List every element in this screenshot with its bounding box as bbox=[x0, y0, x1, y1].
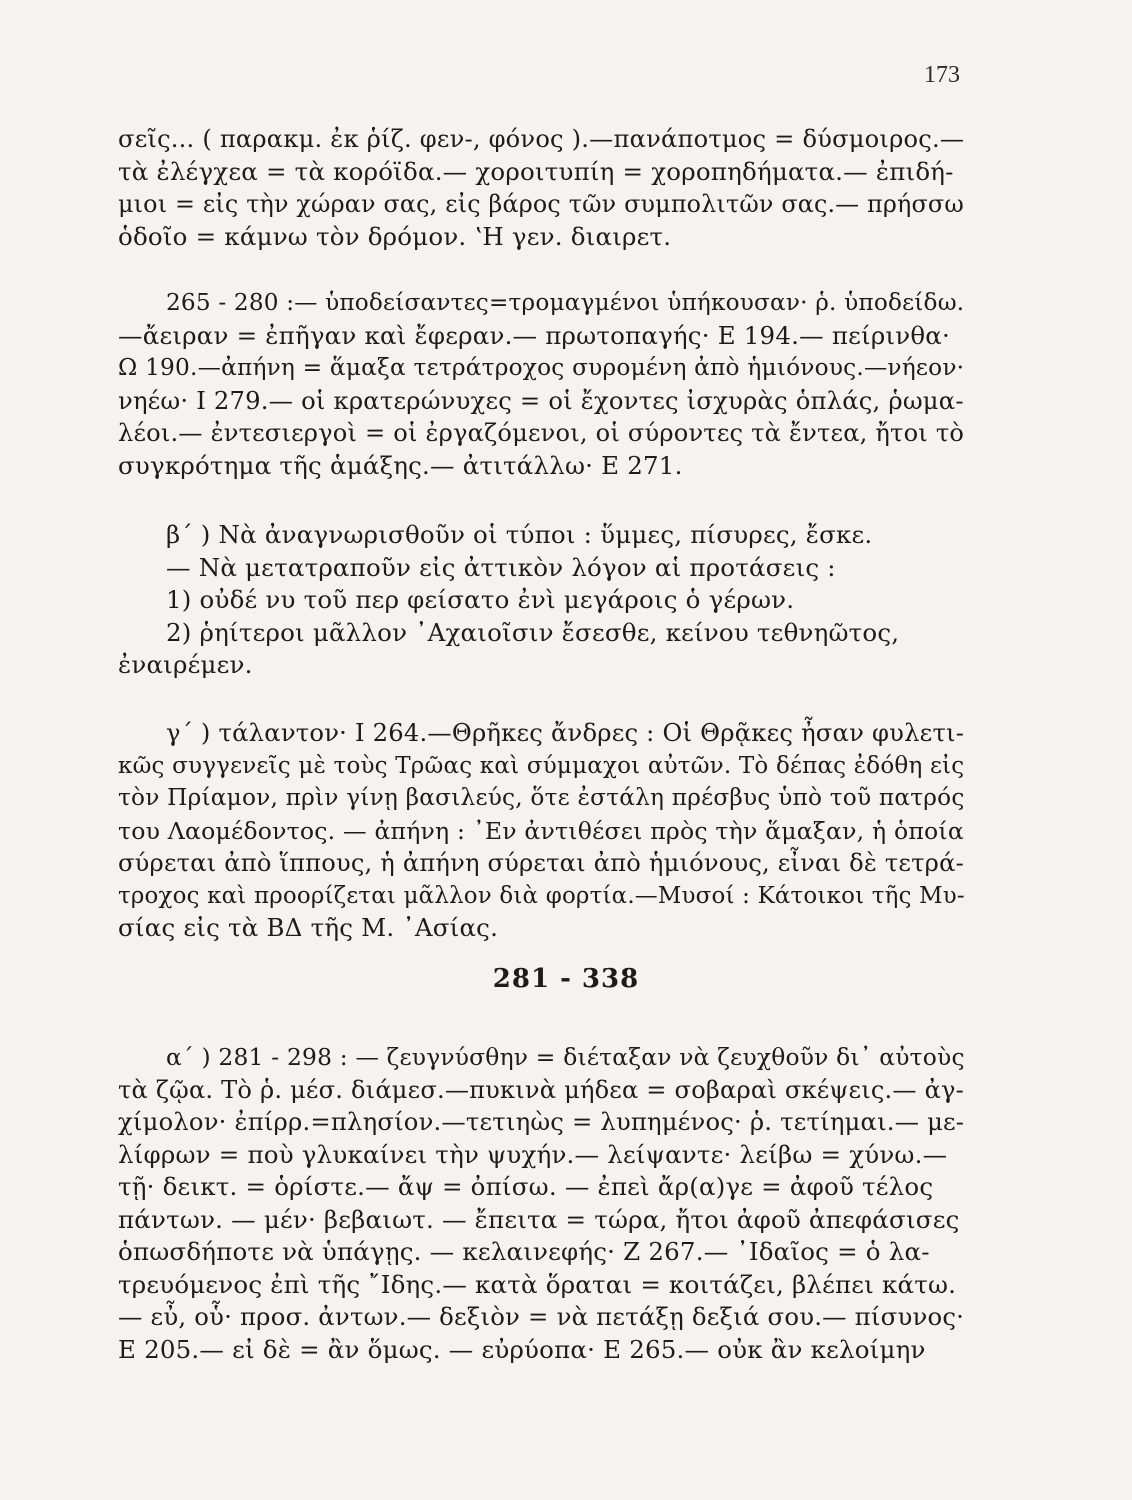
text-line: ὁδοῖο = κάμνω τὸν δρόμον. ʽΗ γεν. διαιρετ. bbox=[118, 221, 672, 251]
text-line: σίας εἰς τὰ ΒΔ τῆς Μ. ᾿Ασίας. bbox=[118, 913, 499, 942]
text-line: ὁπωσδήποτε νὰ ὑπάγῃς. — κελαινεφής· Ζ 267.— ᾿Ιδαῖος = ὁ λα- bbox=[118, 1237, 930, 1266]
text-line: σύρεται ἀπὸ ἵππους, ἡ ἀπήνη σύρεται ἀπὸ ἡμιόνους, εἶναι δὲ τετρά- bbox=[118, 849, 964, 877]
text-line: — εὖ, οὗ· προσ. ἀντων.— δεξιὸν = νὰ πετάξῃ δεξιά σου.— πίσυνος· bbox=[118, 1302, 965, 1331]
text-line: — Νὰ μετατραποῦν εἰς ἀττικὸν λόγον αἱ προτάσεις : bbox=[166, 552, 836, 582]
text-block-2 bbox=[118, 287, 964, 482]
text-block-5 bbox=[118, 1041, 964, 1366]
text-line: τὰ ἐλέγχεα = τὰ κορόϊδα.— χοροιτυπίη = χοροπηδήματα.— ἐπιδή- bbox=[118, 156, 954, 186]
text-line: συγκρότημα τῆς ἁμάξης.— ἀτιτάλλω· Ε 271. bbox=[118, 450, 683, 480]
text-line: λίφρων = ποὺ γλυκαίνει τὴν ψυχήν.— λείψαντε· λείβω = χύνω.— bbox=[118, 1139, 948, 1169]
text-line: β΄ ) Νὰ ἀναγνωρισθοῦν οἱ τύποι : ὕμμες, πίσυρες, ἔσκε. bbox=[166, 520, 873, 549]
text-line: γ΄ ) τάλαντον· Ι 264.—Θρῆκες ἄνδρες : Οἱ Θρᾷκες ἦσαν φυλετι- bbox=[166, 718, 965, 747]
text-line: 2) ῥηίτεροι μᾶλλον ᾿Αχαιοῖσιν ἔσεσθε, κείνου τεθνηῶτος, bbox=[166, 617, 900, 647]
text-block-3 bbox=[118, 519, 964, 682]
text-line: τῇ· δεικτ. = ὁρίστε.— ἄψ = ὀπίσω. — ἐπεὶ ἄρ(α)γε = ἀφοῦ τέλος bbox=[118, 1172, 934, 1201]
text-line: νηέω· Ι 279.— οἱ κρατερώνυχες = οἱ ἔχοντες ἰσχυρὰς ὁπλάς, ῥωμα- bbox=[118, 385, 964, 415]
text-line: τὰ ζῷα. Τὸ ῥ. μέσ. διάμεσ.—πυκινὰ μήδεα = σοβαραὶ σκέψεις.— ἀγ- bbox=[118, 1075, 964, 1104]
text-line: λέοι.— ἐντεσιεργοὶ = οἱ ἐργαζόμενοι, οἱ σύροντες τὰ ἔντεα, ἤτοι τὸ bbox=[118, 419, 965, 447]
text-line: τροχος καὶ προορίζεται μᾶλλον διὰ φορτία.—Μυσοί : Κάτοικοι τῆς Μυ- bbox=[118, 882, 965, 909]
text-line: Ω 190.—ἀπήνη = ἅμαξα τετράτροχος συρομένη ἀπὸ ἡμιόνους.—νήεον· bbox=[118, 354, 965, 381]
text-line: χίμολον· ἐπίρρ.=πλησίον.—τετιηὼς = λυπημένος· ῥ. τετίημαι.— με- bbox=[118, 1107, 965, 1136]
text-line: τρευόμενος ἐπὶ τῆς ῎Ιδης.— κατὰ ὅραται = κοιτάζει, βλέπει κάτω. bbox=[118, 1269, 957, 1299]
text-line: πάντων. — μέν· βεβαιωτ. — ἔπειτα = τώρα, ἤτοι ἀφοῦ ἀπεφάσισες bbox=[118, 1204, 960, 1234]
text-line: κῶς συγγενεῖς μὲ τοὺς Τρῶας καὶ σύμμαχοι αὐτῶν. Τὸ δέπας ἐδόθη εἰς bbox=[118, 752, 965, 779]
text-line: 265 - 280 :— ὑποδείσαντες=τρομαγμένοι ὑπήκουσαν· ῥ. ὑποδείδω. bbox=[166, 290, 965, 316]
text-line: —ἄειραν = ἐπῆγαν καὶ ἔφεραν.— πρωτοπαγής· Ε 194.— πείρινθα· bbox=[118, 320, 950, 350]
text-line: Ε 205.— εἰ δὲ = ἂν ὅμως. — εὐρύοπα· Ε 265.— οὐκ ἂν κελοίμην bbox=[118, 1334, 926, 1364]
text-line: σεῖς... ( παρακμ. ἐκ ῥίζ. φεν-, φόνος ).—πανάποτμος = δύσμοιρος.— bbox=[118, 125, 965, 153]
text-line: α΄ ) 281 - 298 : — ζευγνύσθην = διέταξαν νὰ ζευχθοῦν δι᾽ αὐτοὺς bbox=[166, 1043, 965, 1071]
text-line: τὸν Πρίαμον, πρὶν γίνῃ βασιλεύς, ὅτε ἐστάλη πρέσβυς ὑπὸ τοῦ πατρός bbox=[118, 784, 965, 811]
text-line: 1) οὐδέ νυ τοῦ περ φείσατο ἐνὶ μεγάροις ὁ γέρων. bbox=[166, 585, 795, 614]
text-line: μιοι = εἰς τὴν χώραν σας, εἰς βάρος τῶν συμπολιτῶν σας.— πρήσσω bbox=[118, 190, 964, 218]
text-line: του Λαομέδοντος. — ἀπήνη : ᾿Εν ἀντιθέσει πρὸς τὴν ἅμαξαν, ἡ ὁποία bbox=[118, 816, 964, 845]
text-block-4 bbox=[118, 717, 964, 945]
page-number: 173 bbox=[924, 62, 960, 88]
text-block-1 bbox=[118, 123, 964, 253]
text-line: ἐναιρέμεν. bbox=[118, 650, 253, 679]
section-heading: 281 - 338 bbox=[492, 964, 640, 994]
